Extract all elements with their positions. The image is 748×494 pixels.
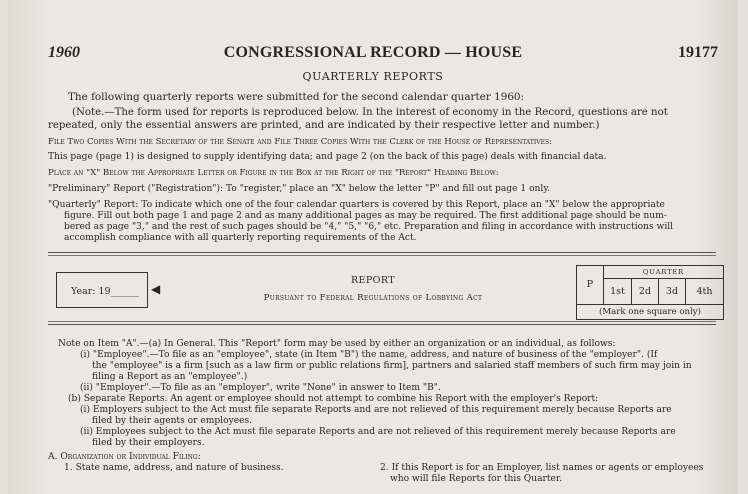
header-year: 1960 — [48, 44, 80, 61]
quarter-cell-4th[interactable]: 4th — [696, 286, 713, 297]
quarter-cell-1st[interactable]: 1st — [604, 279, 632, 304]
year-label: Year: 19______ — [71, 286, 140, 297]
page-title: CONGRESSIONAL RECORD — HOUSE — [223, 44, 523, 61]
page-number: 19177 — [678, 44, 718, 61]
report-title: REPORT — [351, 275, 395, 286]
quarter-footer: (Mark one square only) — [577, 304, 723, 319]
item-a-note-b-i-2: filed by their agents or employees. — [92, 416, 253, 426]
item-a-note-ii: (ii) "Employer".—To file as an "employer", write "None" in answer to Item "B". — [80, 383, 441, 393]
file-copies-instruction: File Two Copies With the Secretary of the Senate and File Three Copies With the Clerk of the House of Representatives: — [48, 137, 552, 147]
note-line-2: repeated, only the essential answers are printed, and are indicated by their respective letter and number.) — [48, 120, 600, 131]
section-a-item-2-line-2: who will file Reports for this Quarter. — [390, 474, 563, 484]
item-a-note-b-ii-1: (ii) Employees subject to the Act must file separate Reports and are not relieved of this requirement merely because Reports are — [80, 427, 676, 437]
quarter-box — [576, 265, 724, 320]
quarter-heading: QUARTER — [604, 266, 723, 279]
quarterly-instruction-1: "Quarterly" Report: To indicate which one of the four calendar quarters is covered by this Report, place an "X" below the appropriate — [48, 200, 665, 210]
section-title: QUARTERLY REPORTS — [302, 70, 444, 83]
divider-rule — [48, 324, 716, 325]
item-a-note-b-ii-2: filed by their employers. — [92, 438, 205, 448]
quarterly-instruction-4: accomplish compliance with all quarterly reporting requirements of the Act. — [64, 233, 417, 243]
item-a-note-i-2: the "employee" is a firm [such as a law firm or public relations firm], partners and salaried staff members of such firm may join in — [92, 361, 692, 371]
quarter-cell-2d[interactable]: 2d — [632, 279, 659, 304]
divider-rule — [48, 321, 716, 322]
divider-rule — [48, 255, 716, 256]
item-a-note-b-i-1: (i) Employers subject to the Act must file separate Reports and are not relieved of this requirement merely because Reports are — [80, 405, 672, 415]
place-x-instruction: Place an "X" Below the Appropriate Letter or Figure in the Box at the Right of the "Report" Heading Below: — [48, 168, 499, 178]
quarter-cell-3d[interactable]: 3d — [659, 279, 686, 304]
item-a-note-b: (b) Separate Reports. An agent or employee should not attempt to combine his Report with the employer's Report: — [68, 394, 599, 404]
quarterly-instruction-3: bered as page "3," and the rest of such pages should be "4," "5," "6," etc. Preparation and filing in accordance with instructions will — [64, 222, 674, 232]
item-a-note-heading: Note on Item "A".—(a) In General. This "Report" form may be used by either an organization or an individual, as follows: — [58, 339, 616, 349]
section-a-heading: A. Organization or Individual Filing: — [48, 452, 201, 462]
preliminary-instruction: "Preliminary" Report ("Registration"): To "register," place an "X" below the letter "P" and fill out page 1 only. — [48, 184, 551, 194]
quarter-p-cell[interactable]: P — [577, 266, 604, 304]
page-info-instruction: This page (page 1) is designed to supply identifying data; and page 2 (on the back of this page) deals with financial data. — [48, 152, 607, 162]
divider-rule — [48, 252, 716, 253]
document-page — [8, 0, 738, 494]
section-a-item-2-line-1: 2. If this Report is for an Employer, list names or agents or employees — [380, 463, 704, 473]
report-subtitle: Pursuant to Federal Regulations of Lobbying Act — [263, 293, 483, 303]
section-a-item-1: 1. State name, address, and nature of business. — [64, 463, 284, 473]
intro-text: The following quarterly reports were submitted for the second calendar quarter 1960: — [68, 91, 525, 103]
quarterly-instruction-2: figure. Fill out both page 1 and page 2 and as many additional pages as may be required. The first additional page should be num- — [64, 211, 667, 221]
item-a-note-i-3: filing a Report as an "employee".) — [92, 372, 248, 382]
note-line-1: (Note.—The form used for reports is reproduced below. In the interest of economy in the Record, questions are not — [72, 107, 668, 118]
item-a-note-i-1: (i) "Employee".—To file as an "employee", state (in Item "B") the name, address, and nature of business of the "employer". (If — [80, 350, 658, 360]
arrow-left-icon: ◀ — [151, 282, 161, 296]
